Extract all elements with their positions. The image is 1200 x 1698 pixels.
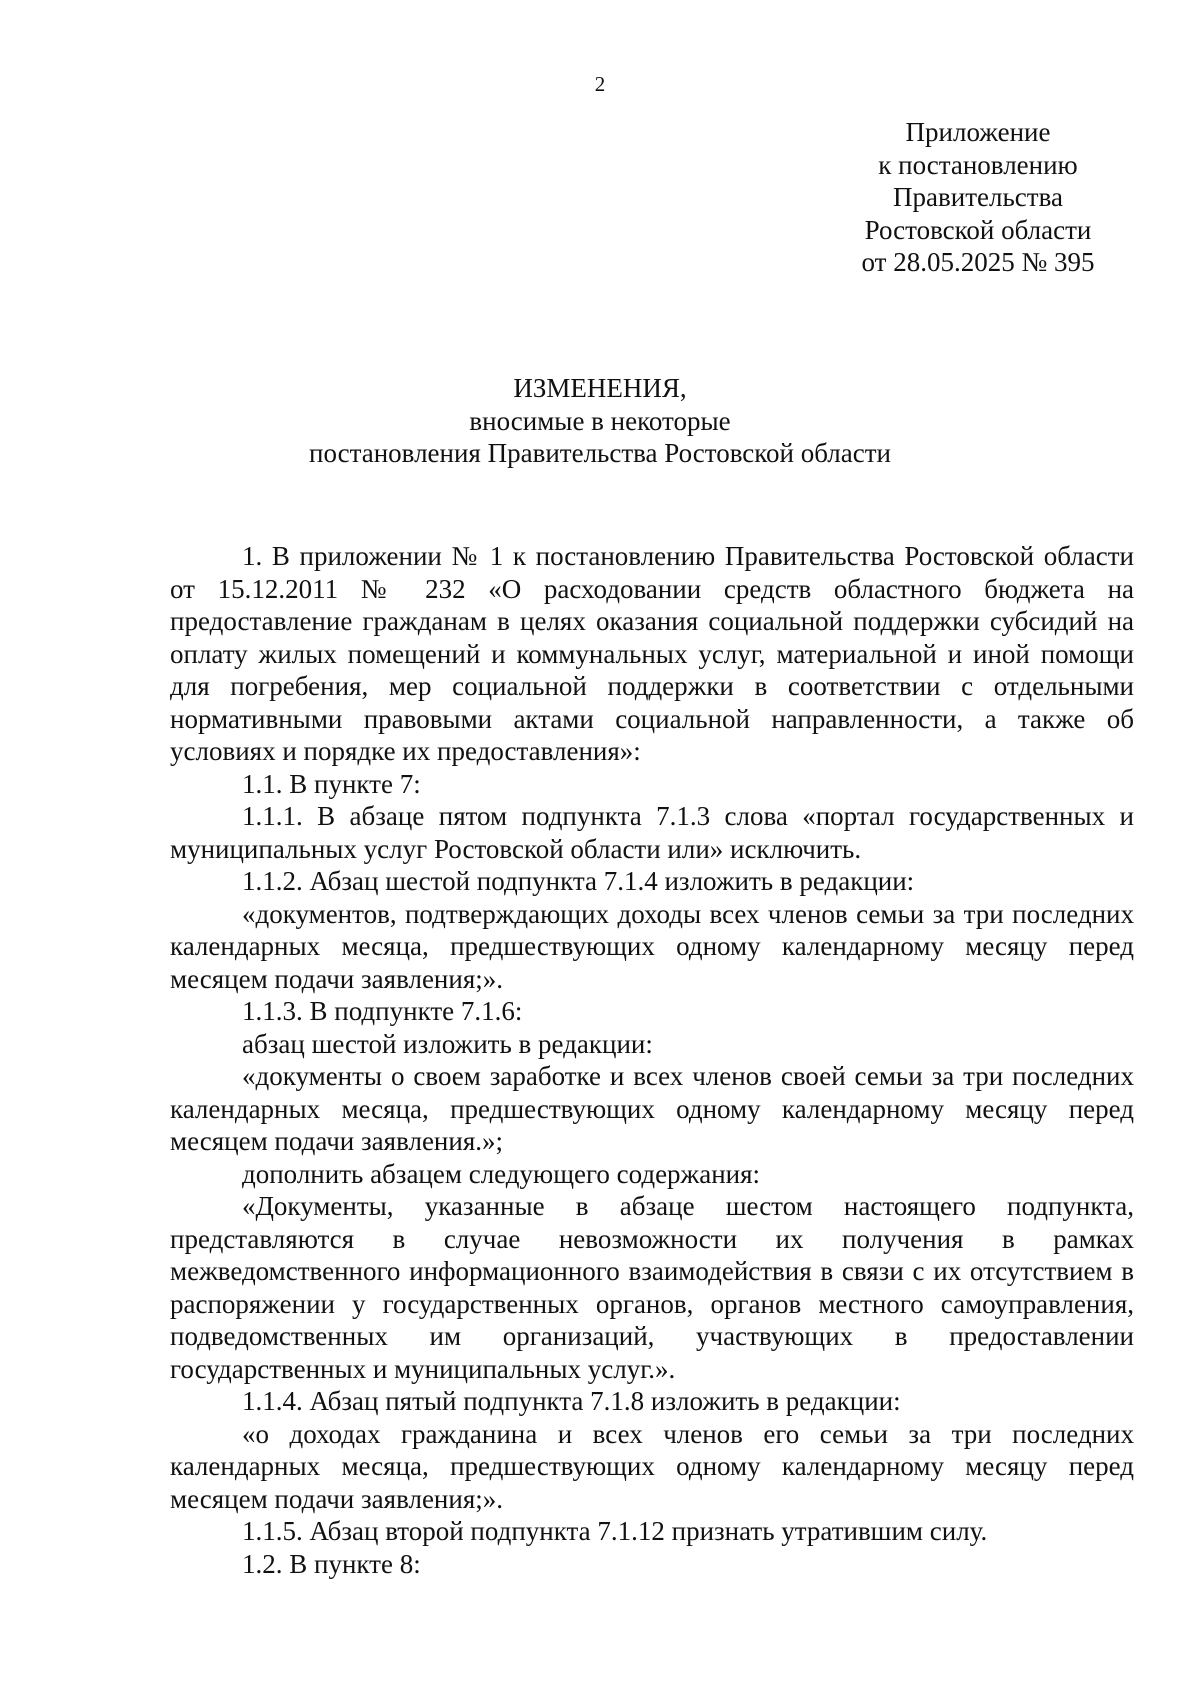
paragraph-1-1-3: 1.1.3. В подпункте 7.1.6: [242, 996, 523, 1026]
paragraph-1-1: 1.1. В пункте 7: [242, 768, 421, 799]
appendix-line: к постановлению [878, 149, 1078, 180]
appendix-line: Ростовской области [864, 214, 1092, 245]
heading-title: ИЗМЕНЕНИЯ, [513, 373, 687, 403]
document-body [170, 540, 1134, 1580]
quote-citizen-income: «о доходах гражданина и всех членов его семьи за три последних календарных месяца, предшествующих одному календарному месяцу перед месяцем подачи заявления;». [170, 1418, 1134, 1514]
appendix-block [828, 116, 1128, 279]
quote-documents-income: «документов, подтверждающих доходы всех членов семьи за три последних календарных месяца, предшествующих одному календарному месяцу перед месяцем подачи заявления;». [170, 898, 1134, 994]
appendix-line: Правительства [893, 182, 1063, 212]
document-heading [0, 372, 1200, 470]
paragraph-add-abzac: дополнить абзацем следующего содержания: [242, 1158, 761, 1189]
paragraph-1-1-5: 1.1.5. Абзац второй подпункта 7.1.12 признать утратившим силу. [242, 1516, 988, 1546]
heading-subtitle-line: постановления Правительства Ростовской области [309, 438, 891, 468]
heading-subtitle-line: вносимые в некоторые [469, 405, 731, 436]
paragraph-1-2: 1.2. В пункте 8: [242, 1548, 421, 1579]
quote-documents-specified: «Документы, указанные в абзаце шестом настоящего подпункта, представляются в случае невозможности их получения в рамках межведомственного информационного взаимодействия в связи с их отсутствием в распоряжении у государственных органов, органов местного самоуправления, подведомственных им организаций, участвующих в предоставлении государственных и муниципальных услуг.». [170, 1191, 1134, 1384]
paragraph-1-1-4: 1.1.4. Абзац пятый подпункта 7.1.8 изложить в редакции: [242, 1386, 901, 1416]
paragraph-sixth-abzac: абзац шестой изложить в редакции: [242, 1028, 653, 1059]
paragraph-1-1-2: 1.1.2. Абзац шестой подпункта 7.1.4 изложить в редакции: [242, 866, 915, 896]
paragraph-1-1-1: 1.1.1. В абзаце пятом подпункта 7.1.3 слова «портал государственных и муниципальных услуг Ростовской области или» исключить. [170, 801, 1134, 864]
page-number: 2 [594, 72, 606, 96]
appendix-line: от 28.05.2025 № 395 [861, 247, 1095, 277]
appendix-line: Приложение [905, 117, 1051, 147]
quote-documents-earnings: «документы о своем заработке и всех членов своей семьи за три последних календарных месяца, предшествующих одному календарному месяцу перед месяцем подачи заявления.»; [170, 1061, 1134, 1156]
paragraph-1: 1. В приложении № 1 к постановлению Правительства Ростовской области от 15.12.2011 № 232 «О расходовании средств областного бюджета на предоставление гражданам в целях оказания социальной поддержки субсидий на оплату жилых помещений и коммунальных услуг, материальной и иной помощи для погребения, мер социальной поддержки в соответствии с отдельными нормативными правовыми актами социальной направленности, а также об условиях и порядке их предоставления»: [170, 541, 1134, 766]
